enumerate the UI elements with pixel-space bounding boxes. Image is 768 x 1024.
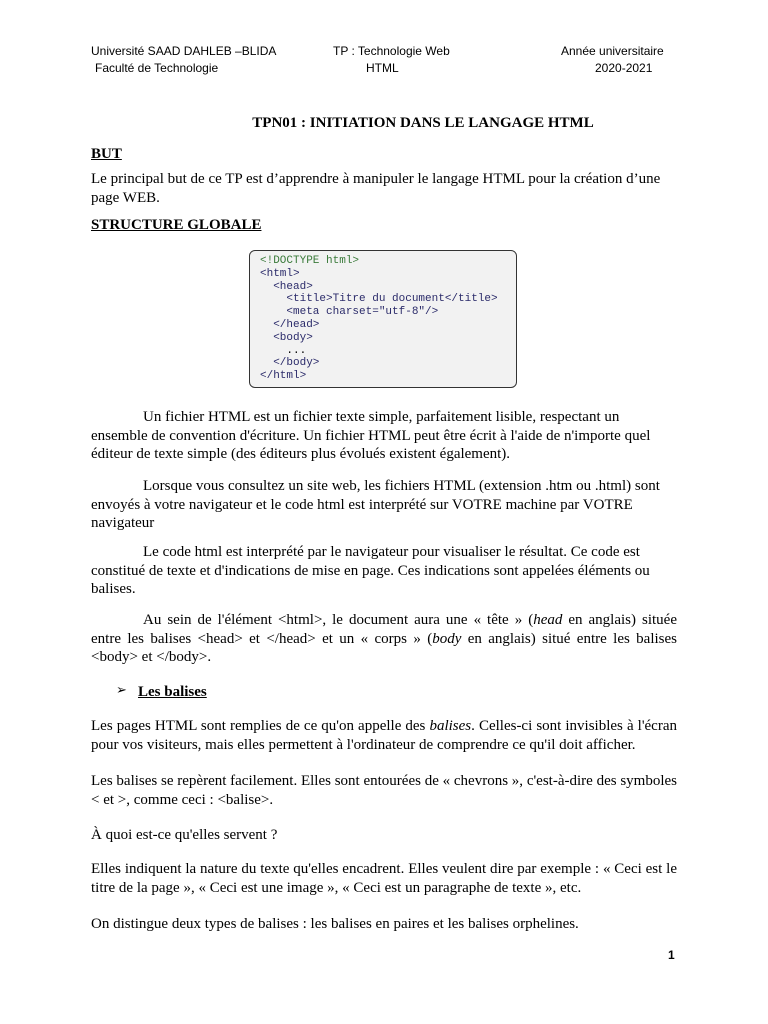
question-line: À quoi est-ce qu'elles servent ? [91, 827, 278, 843]
code-line: ... [260, 344, 307, 357]
paragraph-5-part-a: Les pages HTML sont remplies de ce qu'on appelle des [91, 718, 430, 734]
paragraph-4-part-a: Au sein de l'élément <html>, le document aura une « tête » ( [143, 612, 534, 628]
code-line: </html> [260, 370, 307, 383]
paragraph-3: Le code html est interprété par le navigateur pour visualiser le résultat. Ce code est constitué de texte et d'indications de mise en page. Ces indications sont appelées éléments ou balises. [91, 544, 650, 597]
paragraph-6: Les balises se repèrent facilement. Elles sont entourées de « chevrons », c'est-à-dire des symboles < et >, comme ceci : <balise>. [91, 773, 677, 808]
code-line: </head> [260, 318, 320, 331]
header-year: 2020-2021 [595, 61, 653, 75]
page-title: TPN01 : INITIATION DANS LE LANGAGE HTML [252, 115, 594, 131]
body-term: body [432, 630, 462, 647]
paragraph-5-part-b: . Celles-ci sont invisibles à l'écran pour vos visiteurs, mais elles permettent à l'ordinateur de comprendre ce qu'il doit afficher. [91, 718, 677, 753]
code-line: <title>Titre du document</title> [260, 293, 498, 306]
balises-term: balises [429, 718, 472, 734]
arrow-bullet-icon: ➢ [116, 683, 127, 698]
paragraph-4-part-b: en anglais) située entre les balises <head> et </head> et un « corps » ( [91, 612, 677, 647]
paragraph-1: Un fichier HTML est un fichier texte simple, parfaitement lisible, respectant un ensemble de convention d'écriture. Un fichier HTML peut être écrit à l'aide de n'importe quel éditeur de texte simple (des éditeurs plus évolués existent également). [91, 409, 651, 462]
header-course: TP : Technologie Web [333, 44, 450, 58]
code-example-box [249, 250, 517, 388]
header-year-label: Année universitaire [561, 44, 664, 58]
paragraph-7: Elles indiquent la nature du texte qu'elles encadrent. Elles veulent dire par exemple : « Ceci est le titre de la page », « Ceci est une image », « Ceci est un paragraphe de texte », etc. [91, 861, 677, 896]
code-line: <body> [260, 331, 313, 344]
code-line: <!DOCTYPE html> [260, 255, 360, 267]
code-block [260, 255, 498, 383]
paragraph-5 [91, 717, 677, 754]
paragraph-4-part-c: en anglais) situé entre les balises <body> et </body>. [91, 630, 677, 665]
paragraph-2: Lorsque vous consultez un site web, les fichiers HTML (extension .htm ou .html) sont envoyés à votre navigateur et le code html est interprété sur VOTRE machine par VOTRE navigateur [91, 478, 660, 531]
but-heading: BUT [91, 146, 122, 162]
balises-heading: Les balises [138, 684, 207, 700]
paragraph-8: On distingue deux types de balises : les balises en paires et les balises orphelines. [91, 916, 579, 932]
code-line: <meta charset="utf-8"/> [260, 306, 439, 319]
head-term: head [533, 612, 563, 628]
header-faculty: Faculté de Technologie [95, 61, 219, 75]
paragraph-4 [91, 611, 677, 667]
but-paragraph: Le principal but de ce TP est d’apprendre à manipuler le langage HTML pour la création d’une page WEB. [91, 171, 661, 206]
page-number: 1 [668, 948, 675, 962]
code-line: <head> [260, 280, 313, 293]
code-line: <html> [260, 267, 300, 280]
header-university: Université SAAD DAHLEB –BLIDA [91, 44, 277, 58]
header-subject: HTML [366, 61, 399, 75]
structure-heading: STRUCTURE GLOBALE [91, 217, 262, 233]
code-line: </body> [260, 357, 320, 370]
